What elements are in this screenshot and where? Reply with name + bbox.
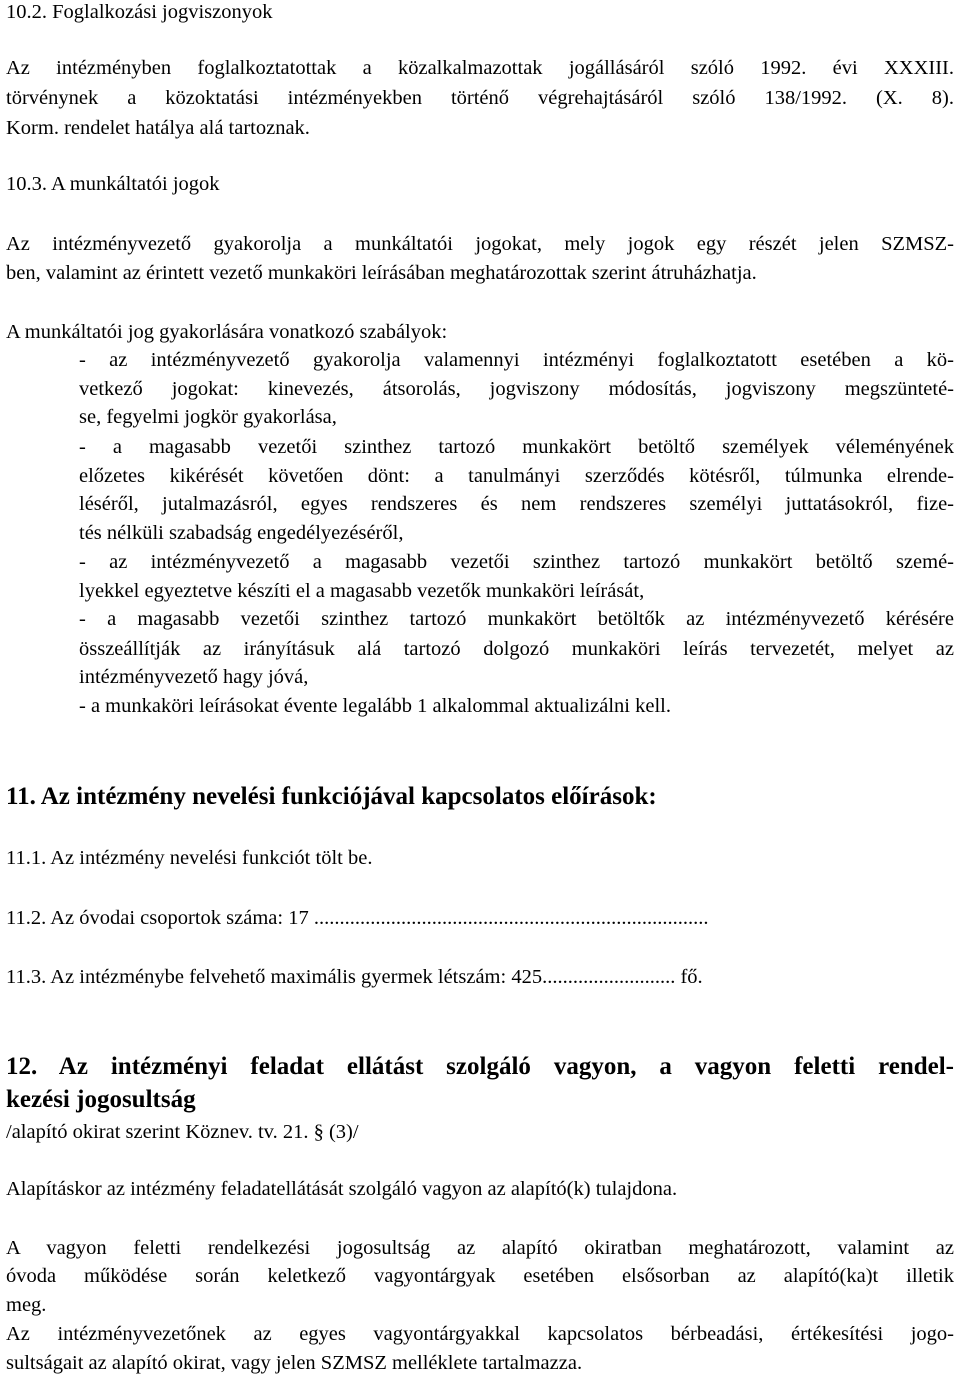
rule-line: se, fegyelmi jogkör gyakorlása, bbox=[79, 406, 337, 428]
paragraph-line: ben, valamint az érintett vezető munkaköri leírásában meghatározottak szerint átruházhatja. bbox=[6, 262, 757, 284]
section-11-heading: 11. Az intézmény nevelési funkciójával kapcsolatos előírások: bbox=[6, 783, 657, 810]
rule-line: - a magasabb vezetői szinthez tartozó munkakört betöltő személyek véleményének bbox=[79, 436, 954, 458]
paragraph-line: A vagyon feletti rendelkezési jogosultság az alapító okiratban meghatározott, valamint az bbox=[6, 1237, 954, 1259]
section-11-3: 11.3. Az intézménybe felvehető maximális gyermek létszám: 425.......................... fő. bbox=[6, 966, 703, 988]
rules-intro: A munkáltatói jog gyakorlására vonatkozó szabályok: bbox=[6, 321, 448, 343]
rule-line: - a munkaköri leírásokat évente legalább 1 alkalommal aktualizálni kell. bbox=[79, 695, 671, 717]
paragraph-line: Alapításkor az intézmény feladatellátását szolgáló vagyon az alapító(k) tulajdona. bbox=[6, 1178, 678, 1200]
section-11-1: 11.1. Az intézmény nevelési funkciót tölt be. bbox=[6, 847, 373, 869]
rule-line: - a magasabb vezetői szinthez tartozó munkakört betöltők az intézményvezető kérésére bbox=[79, 608, 954, 630]
paragraph-line: Az intézményvezető gyakorolja a munkáltatói jogokat, mely jogok egy részét jelen SZMSZ- bbox=[6, 233, 954, 255]
paragraph-line: Az intézményben foglalkoztatottak a közalkalmazottak jogállásáról szóló 1992. évi XXXIII. bbox=[6, 57, 954, 79]
section-12-heading-cont: kezési jogosultság bbox=[6, 1086, 196, 1113]
rule-line: intézményvezető hagy jóvá, bbox=[79, 666, 309, 688]
section-10-2-heading: 10.2. Foglalkozási jogviszonyok bbox=[6, 1, 273, 23]
rule-line: lyekkel egyeztetve készíti el a magasabb vezetők munkaköri leírását, bbox=[79, 580, 645, 602]
section-11-2: 11.2. Az óvodai csoportok száma: 17 ............................................................................. bbox=[6, 907, 709, 929]
rule-line: tés nélküli szabadság engedélyezéséről, bbox=[79, 522, 404, 544]
paragraph-line: sultságait az alapító okirat, vagy jelen SZMSZ melléklete tartalmazza. bbox=[6, 1352, 583, 1374]
section-12-subtitle: /alapító okirat szerint Köznev. tv. 21. § (3)/ bbox=[6, 1121, 359, 1143]
rule-line: léséről, jutalmazásról, egyes rendszeres és nem rendszeres személyi juttatásokról, fize- bbox=[79, 493, 954, 515]
paragraph-line: Korm. rendelet hatálya alá tartoznak. bbox=[6, 117, 310, 139]
section-12-heading: 12. Az intézményi feladat ellátást szolgáló vagyon, a vagyon feletti rendel- bbox=[6, 1053, 954, 1080]
paragraph-line: óvoda működése során keletkező vagyontárgyak esetében elsősorban az alapító(ka)t illetik bbox=[6, 1265, 954, 1287]
paragraph-line: Az intézményvezetőnek az egyes vagyontárgyakkal kapcsolatos bérbeadási, értékesítési jogo- bbox=[6, 1323, 954, 1345]
rule-line: - az intézményvezető gyakorolja valamennyi intézményi foglalkoztatott esetében a kö- bbox=[79, 349, 954, 371]
paragraph-line: törvénynek a közoktatási intézményekben történő végrehajtásáról szóló 138/1992. (X. 8). bbox=[6, 87, 954, 109]
rule-line: - az intézményvezető a magasabb vezetői szinthez tartozó munkakört betöltő szemé- bbox=[79, 551, 954, 573]
rule-line: vetkező jogokat: kinevezés, átsorolás, jogviszony módosítás, jogviszony megszünteté- bbox=[79, 378, 954, 400]
section-10-3-heading: 10.3. A munkáltatói jogok bbox=[6, 173, 220, 195]
paragraph-line: meg. bbox=[6, 1294, 47, 1316]
rule-line: előzetes kikérését követően dönt: a tanulmányi szerződés kötésről, túlmunka elrende- bbox=[79, 465, 954, 487]
rule-line: összeállítják az irányításuk alá tartozó dolgozó munkaköri leírás tervezetét, melyet az bbox=[79, 638, 954, 660]
